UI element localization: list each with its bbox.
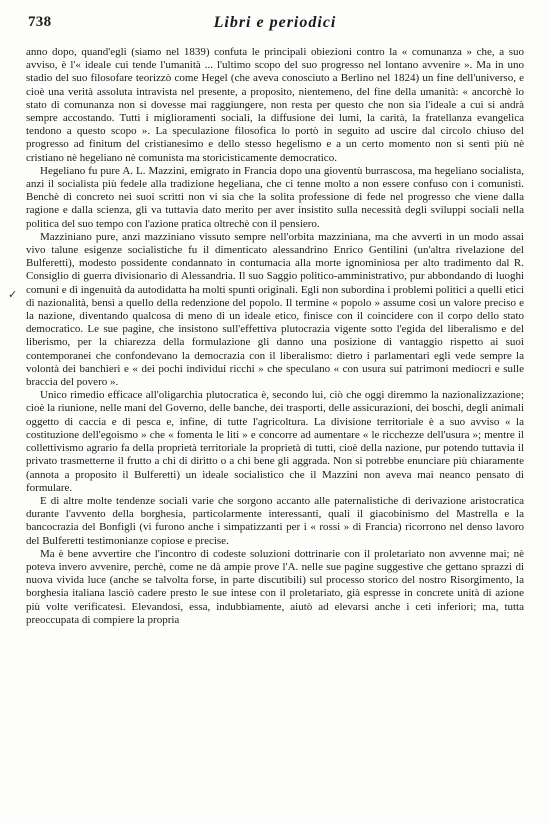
page-number: 738 — [28, 14, 52, 30]
margin-check-mark: ✓ — [8, 288, 18, 301]
page-header — [28, 14, 522, 34]
paragraph: anno dopo, quand'egli (siamo nel 1839) confuta le principali obiezioni contro la « comunanza » che, a suo avviso, è l'« ideale cui tende l'umanità ... l'ultimo scopo del suo progresso nel lontano avvenire ». Ma in uno stadio del suo filosofare teorizzò come Hegel (che aveva conosciuto a Berlino nel 1824) un fine dell'universo, e cioè una verità assoluta intravista nel presente, a proposito, nientemeno, del fine della umanità: « ancorchè lo stato di comunanza non si dovesse mai raggiungere, non resta per questo che non sia l'ideale a cui si andrà sempre accostando. Tutti i miglioramenti sociali, la diffusione dei lumi, la carità, la fratellanza evangelica tendono a questo scopo ». La speculazione filosofica lo portò in seguito ad uscire dal circolo chiuso del progresso ad finitum del cristianesimo e dello stesso hegelismo e a un certo momento non si sentì più nè cristiano nè hegeliano nè comunista ma storicisticamente democratico. — [26, 46, 524, 164]
paragraph: Hegeliano fu pure A. L. Mazzini, emigrato in Francia dopo una gioventù burrascosa, ma hegeliano socialista, anzi il socialista più fedele alla tradizione hegeliana, che ci tenne molto a non essere confuso con i comunisti. Benchè di concreto nei suoi scritti non vi sia che la solita professione di fede nel progresso che viene dalla ragione e dalla scienza, gli va tuttavia dato merito per aver insistito sulla necessità degli sviluppi sociali nella politica del suo tempo con l'azione pratica oltrechè con il pensiero. — [26, 164, 524, 230]
paragraph: Mazziniano pure, anzi mazziniano vissuto sempre nell'orbita mazziniana, ma che avvertì in un modo assai vivo talune esigenze socialistiche fu il dimenticato alessandrino Enrico Gentilini (un'altra rivelazione del Bulferetti), modesto possidente condannato in contumacia alla morte ignominiosa per alto tradimento dal R. Consiglio di guerra divisionario di Alessandria. Il suo Saggio politico-amministrativo, pur abbondando di luoghi comuni e di ingenuità da autodidatta ha molti spunti originali. Egli non subordina i problemi politici a quelli etici di nazionalità, bensì a quello della redenzione del popolo. Il termine « popolo » assume così un valore preciso e la nazione, diventando qualcosa di meno di un ideale etico, finisce con il coincidere con il corpo dello stato democratico. Le sue pagine, che insistono sull'effettiva plutocrazia vigente sotto l'egida del liberalismo e del liberismo, per la chiarezza della formulazione gli danno una posizione di vantaggio rispetto ai suoi contemporanei che confondevano la democrazia con il liberalismo: dietro i parlamentari egli vede sempre la volontà dei banchieri e « dei pochi individui ricchi » che speculano « con usura sui patrimoni mediocri e sulle braccia del povero ». — [26, 230, 524, 389]
paragraph: Ma è bene avvertire che l'incontro di codeste soluzioni dottrinarie con il proletariato non avvenne mai; nè poteva invero avvenire, perchè, come ne dà ampie prove l'A. nelle sue pagine suggestive che gettano sprazzi di nuova vivida luce (anche se talvolta forse, in parte discutibili) sul processo storico del nostro Risorgimento, la borghesia italiana lasciò cadere presto le sue intese con il proletariato, già espresse in concrete unità di azione più volte verificatesi. Elevandosi, essa, indubbiamente, aiutò ad elevarsi anche i ceti inferiori; ma, tutta preoccupata di compiere la propria — [26, 547, 524, 626]
article-body — [26, 46, 524, 627]
paragraph: E di altre molte tendenze sociali varie che sorgono accanto alle paternalistiche di derivazione aristocratica durante l'avvento della borghesia, particolarmente interessanti, quali il giacobinismo del Mastrella e la bancocrazia del Bonfigli (vi furono anche i simpatizzanti per i « rossi » di Francia) ricorrono nel denso lavoro del Bulferetti testimonianze copiose e precise. — [26, 494, 524, 547]
running-title: Libri e periodici — [213, 14, 337, 31]
paragraph: Unico rimedio efficace all'oligarchia plutocratica è, secondo lui, ciò che oggi diremmo la nazionalizzazione; cioè la riunione, nelle mani del Governo, delle banche, dei trasporti, delle assicurazioni, dei boschi, degli animali oggetto di caccia e di pesca e, infine, di tutte l'agricoltura. La divisione territoriale è a suo avviso « la costituzione dell'egoismo » che « fomenta le liti » e concorre ad aumentare « le ricchezze dell'usura »; mentre il collettivismo agrario fa della proprietà territoriale la proprietà di tutti, cioè della nazione, pur potendo tuttavia il privato trasmetterne il frutto a chi di diritto o a chi bene gli aggrada. Non si potrebbe enunciare più chiaramente (annota a proposito il Bulferetti) un ideale socialistico che il Mazzini non aveva mai neanco pensato di formulare. — [26, 389, 524, 494]
